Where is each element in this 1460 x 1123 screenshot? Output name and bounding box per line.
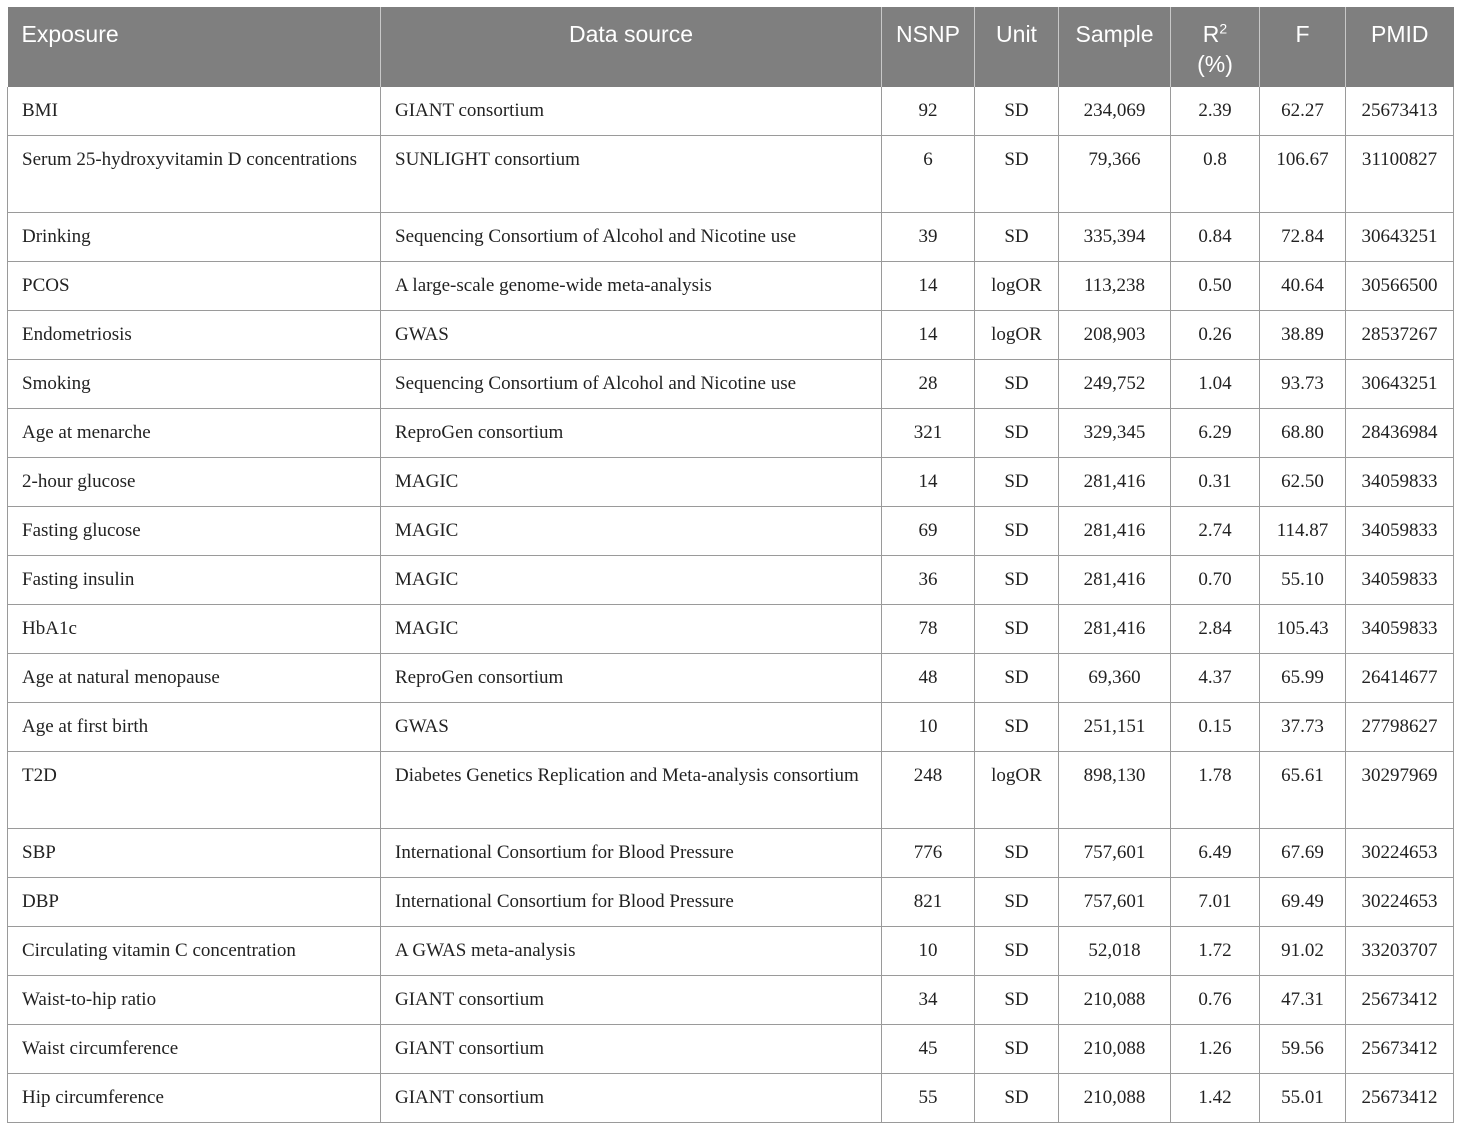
cell-f: 93.73 xyxy=(1260,360,1346,409)
cell-unit: SD xyxy=(975,927,1059,976)
cell-unit: SD xyxy=(975,360,1059,409)
cell-pmid: 25673412 xyxy=(1346,1074,1454,1123)
cell-data-source: ReproGen consortium xyxy=(381,654,882,703)
cell-sample: 249,752 xyxy=(1059,360,1171,409)
cell-pmid: 30297969 xyxy=(1346,752,1454,829)
cell-exposure: SBP xyxy=(8,829,381,878)
table-row xyxy=(8,976,1454,1025)
cell-f: 62.27 xyxy=(1260,87,1346,136)
cell-f: 38.89 xyxy=(1260,311,1346,360)
header-r2-unit: (%) xyxy=(1197,51,1233,77)
cell-f: 91.02 xyxy=(1260,927,1346,976)
cell-sample: 335,394 xyxy=(1059,213,1171,262)
cell-f: 114.87 xyxy=(1260,507,1346,556)
cell-nsnp: 821 xyxy=(882,878,975,927)
cell-exposure: DBP xyxy=(8,878,381,927)
cell-nsnp: 34 xyxy=(882,976,975,1025)
cell-exposure: HbA1c xyxy=(8,605,381,654)
cell-sample: 281,416 xyxy=(1059,605,1171,654)
cell-unit: SD xyxy=(975,1025,1059,1074)
cell-unit: SD xyxy=(975,136,1059,213)
cell-sample: 281,416 xyxy=(1059,458,1171,507)
cell-exposure: BMI xyxy=(8,87,381,136)
cell-unit: SD xyxy=(975,829,1059,878)
cell-f: 106.67 xyxy=(1260,136,1346,213)
cell-data-source: GIANT consortium xyxy=(381,1025,882,1074)
cell-sample: 898,130 xyxy=(1059,752,1171,829)
cell-sample: 79,366 xyxy=(1059,136,1171,213)
cell-unit: SD xyxy=(975,605,1059,654)
header-exposure: Exposure xyxy=(8,7,381,87)
cell-unit: SD xyxy=(975,976,1059,1025)
cell-r2: 1.04 xyxy=(1171,360,1260,409)
cell-sample: 251,151 xyxy=(1059,703,1171,752)
cell-exposure: Smoking xyxy=(8,360,381,409)
cell-unit: SD xyxy=(975,87,1059,136)
cell-pmid: 30566500 xyxy=(1346,262,1454,311)
table-row xyxy=(8,927,1454,976)
header-r2-sup: 2 xyxy=(1219,20,1228,37)
cell-unit: SD xyxy=(975,703,1059,752)
cell-data-source: Sequencing Consortium of Alcohol and Nicotine use xyxy=(381,360,882,409)
cell-data-source: MAGIC xyxy=(381,458,882,507)
table-row xyxy=(8,507,1454,556)
table-row xyxy=(8,136,1454,213)
cell-sample: 281,416 xyxy=(1059,507,1171,556)
table-row xyxy=(8,458,1454,507)
cell-data-source: International Consortium for Blood Pressure xyxy=(381,829,882,878)
cell-r2: 0.70 xyxy=(1171,556,1260,605)
cell-sample: 208,903 xyxy=(1059,311,1171,360)
cell-f: 69.49 xyxy=(1260,878,1346,927)
cell-f: 55.01 xyxy=(1260,1074,1346,1123)
cell-exposure: Fasting insulin xyxy=(8,556,381,605)
cell-data-source: MAGIC xyxy=(381,605,882,654)
cell-exposure: Drinking xyxy=(8,213,381,262)
cell-sample: 210,088 xyxy=(1059,1074,1171,1123)
cell-nsnp: 6 xyxy=(882,136,975,213)
table-row xyxy=(8,360,1454,409)
header-unit: Unit xyxy=(975,7,1059,87)
header-sample: Sample xyxy=(1059,7,1171,87)
table-row xyxy=(8,311,1454,360)
cell-f: 65.99 xyxy=(1260,654,1346,703)
cell-r2: 0.26 xyxy=(1171,311,1260,360)
cell-data-source: Diabetes Genetics Replication and Meta-analysis consortium xyxy=(381,752,882,829)
cell-exposure: PCOS xyxy=(8,262,381,311)
cell-unit: SD xyxy=(975,556,1059,605)
cell-data-source: GIANT consortium xyxy=(381,1074,882,1123)
cell-f: 55.10 xyxy=(1260,556,1346,605)
cell-exposure: Fasting glucose xyxy=(8,507,381,556)
cell-data-source: A large-scale genome-wide meta-analysis xyxy=(381,262,882,311)
cell-unit: logOR xyxy=(975,752,1059,829)
cell-data-source: MAGIC xyxy=(381,507,882,556)
cell-nsnp: 14 xyxy=(882,262,975,311)
table-row xyxy=(8,262,1454,311)
cell-unit: logOR xyxy=(975,311,1059,360)
cell-f: 67.69 xyxy=(1260,829,1346,878)
table-row xyxy=(8,87,1454,136)
table-row xyxy=(8,829,1454,878)
cell-exposure: Circulating vitamin C concentration xyxy=(8,927,381,976)
cell-r2: 1.72 xyxy=(1171,927,1260,976)
cell-nsnp: 776 xyxy=(882,829,975,878)
cell-data-source: ReproGen consortium xyxy=(381,409,882,458)
table-row xyxy=(8,703,1454,752)
cell-exposure: Age at menarche xyxy=(8,409,381,458)
cell-unit: SD xyxy=(975,1074,1059,1123)
cell-r2: 0.76 xyxy=(1171,976,1260,1025)
cell-pmid: 28537267 xyxy=(1346,311,1454,360)
cell-sample: 210,088 xyxy=(1059,976,1171,1025)
cell-f: 47.31 xyxy=(1260,976,1346,1025)
cell-nsnp: 48 xyxy=(882,654,975,703)
cell-r2: 1.78 xyxy=(1171,752,1260,829)
cell-exposure: Waist-to-hip ratio xyxy=(8,976,381,1025)
cell-unit: SD xyxy=(975,458,1059,507)
cell-exposure: Age at first birth xyxy=(8,703,381,752)
cell-data-source: GWAS xyxy=(381,311,882,360)
cell-sample: 234,069 xyxy=(1059,87,1171,136)
cell-pmid: 26414677 xyxy=(1346,654,1454,703)
cell-exposure: Endometriosis xyxy=(8,311,381,360)
header-r2 xyxy=(1171,7,1260,87)
header-row xyxy=(8,7,1454,87)
cell-pmid: 25673412 xyxy=(1346,976,1454,1025)
cell-nsnp: 55 xyxy=(882,1074,975,1123)
cell-r2: 2.84 xyxy=(1171,605,1260,654)
cell-unit: SD xyxy=(975,213,1059,262)
cell-r2: 6.29 xyxy=(1171,409,1260,458)
cell-data-source: MAGIC xyxy=(381,556,882,605)
cell-pmid: 30224653 xyxy=(1346,878,1454,927)
cell-sample: 113,238 xyxy=(1059,262,1171,311)
cell-pmid: 34059833 xyxy=(1346,605,1454,654)
cell-nsnp: 36 xyxy=(882,556,975,605)
cell-f: 59.56 xyxy=(1260,1025,1346,1074)
table-row xyxy=(8,878,1454,927)
table-row xyxy=(8,752,1454,829)
cell-nsnp: 321 xyxy=(882,409,975,458)
cell-unit: logOR xyxy=(975,262,1059,311)
cell-data-source: GIANT consortium xyxy=(381,87,882,136)
cell-nsnp: 39 xyxy=(882,213,975,262)
cell-r2: 7.01 xyxy=(1171,878,1260,927)
cell-f: 105.43 xyxy=(1260,605,1346,654)
cell-r2: 0.84 xyxy=(1171,213,1260,262)
cell-r2: 1.42 xyxy=(1171,1074,1260,1123)
exposure-table-container xyxy=(7,7,1453,1123)
cell-f: 65.61 xyxy=(1260,752,1346,829)
table-row xyxy=(8,213,1454,262)
header-pmid: PMID xyxy=(1346,7,1454,87)
table-body xyxy=(8,87,1454,1123)
cell-sample: 329,345 xyxy=(1059,409,1171,458)
cell-nsnp: 45 xyxy=(882,1025,975,1074)
cell-f: 40.64 xyxy=(1260,262,1346,311)
cell-exposure: T2D xyxy=(8,752,381,829)
header-nsnp: NSNP xyxy=(882,7,975,87)
cell-data-source: GWAS xyxy=(381,703,882,752)
cell-unit: SD xyxy=(975,507,1059,556)
cell-nsnp: 92 xyxy=(882,87,975,136)
cell-sample: 69,360 xyxy=(1059,654,1171,703)
cell-pmid: 34059833 xyxy=(1346,556,1454,605)
cell-pmid: 25673412 xyxy=(1346,1025,1454,1074)
exposure-table xyxy=(7,7,1454,1123)
cell-pmid: 30643251 xyxy=(1346,213,1454,262)
cell-sample: 757,601 xyxy=(1059,829,1171,878)
cell-r2: 2.74 xyxy=(1171,507,1260,556)
cell-nsnp: 14 xyxy=(882,458,975,507)
cell-r2: 0.15 xyxy=(1171,703,1260,752)
cell-pmid: 25673413 xyxy=(1346,87,1454,136)
table-row xyxy=(8,605,1454,654)
cell-nsnp: 28 xyxy=(882,360,975,409)
cell-data-source: Sequencing Consortium of Alcohol and Nicotine use xyxy=(381,213,882,262)
cell-pmid: 30224653 xyxy=(1346,829,1454,878)
cell-nsnp: 10 xyxy=(882,703,975,752)
cell-exposure: Hip circumference xyxy=(8,1074,381,1123)
cell-pmid: 28436984 xyxy=(1346,409,1454,458)
cell-f: 37.73 xyxy=(1260,703,1346,752)
cell-sample: 52,018 xyxy=(1059,927,1171,976)
cell-data-source: GIANT consortium xyxy=(381,976,882,1025)
cell-sample: 281,416 xyxy=(1059,556,1171,605)
cell-pmid: 33203707 xyxy=(1346,927,1454,976)
cell-sample: 757,601 xyxy=(1059,878,1171,927)
table-row xyxy=(8,1074,1454,1123)
cell-nsnp: 78 xyxy=(882,605,975,654)
cell-sample: 210,088 xyxy=(1059,1025,1171,1074)
cell-pmid: 34059833 xyxy=(1346,507,1454,556)
cell-f: 72.84 xyxy=(1260,213,1346,262)
cell-r2: 2.39 xyxy=(1171,87,1260,136)
cell-r2: 6.49 xyxy=(1171,829,1260,878)
cell-pmid: 31100827 xyxy=(1346,136,1454,213)
cell-data-source: International Consortium for Blood Pressure xyxy=(381,878,882,927)
cell-r2: 4.37 xyxy=(1171,654,1260,703)
header-f: F xyxy=(1260,7,1346,87)
table-row xyxy=(8,409,1454,458)
cell-unit: SD xyxy=(975,409,1059,458)
table-row xyxy=(8,556,1454,605)
cell-nsnp: 248 xyxy=(882,752,975,829)
cell-nsnp: 69 xyxy=(882,507,975,556)
cell-r2: 1.26 xyxy=(1171,1025,1260,1074)
cell-f: 68.80 xyxy=(1260,409,1346,458)
cell-f: 62.50 xyxy=(1260,458,1346,507)
cell-nsnp: 14 xyxy=(882,311,975,360)
cell-exposure: Serum 25-hydroxyvitamin D concentrations xyxy=(8,136,381,213)
cell-pmid: 27798627 xyxy=(1346,703,1454,752)
header-r2-base: R xyxy=(1202,21,1220,47)
cell-pmid: 34059833 xyxy=(1346,458,1454,507)
cell-exposure: 2-hour glucose xyxy=(8,458,381,507)
cell-exposure: Waist circumference xyxy=(8,1025,381,1074)
cell-exposure: Age at natural menopause xyxy=(8,654,381,703)
header-data-source: Data source xyxy=(381,7,882,87)
cell-unit: SD xyxy=(975,878,1059,927)
table-row xyxy=(8,654,1454,703)
cell-data-source: SUNLIGHT consortium xyxy=(381,136,882,213)
cell-r2: 0.50 xyxy=(1171,262,1260,311)
cell-unit: SD xyxy=(975,654,1059,703)
cell-pmid: 30643251 xyxy=(1346,360,1454,409)
table-row xyxy=(8,1025,1454,1074)
cell-data-source: A GWAS meta-analysis xyxy=(381,927,882,976)
cell-r2: 0.31 xyxy=(1171,458,1260,507)
cell-r2: 0.8 xyxy=(1171,136,1260,213)
cell-nsnp: 10 xyxy=(882,927,975,976)
